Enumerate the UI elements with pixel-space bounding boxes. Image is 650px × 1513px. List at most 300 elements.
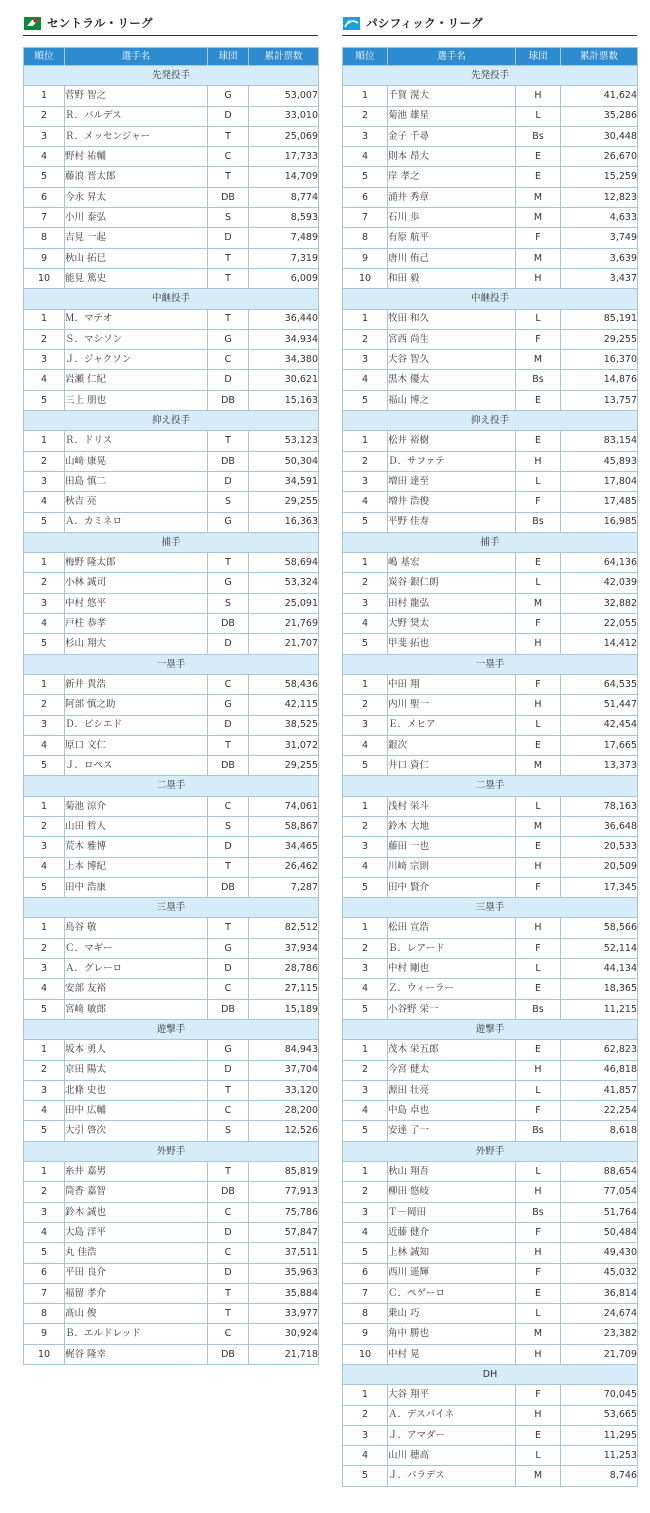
player-name-cell: 源田 壮亮 — [388, 1080, 516, 1100]
table-row — [24, 695, 319, 715]
rank-cell: 3 — [24, 1080, 65, 1100]
table-row — [24, 593, 319, 613]
table-row — [343, 1304, 638, 1324]
rank-cell: 1 — [24, 553, 65, 573]
player-name-cell: 大野 奨太 — [388, 614, 516, 634]
team-cell: G — [208, 573, 249, 593]
team-cell: S — [208, 1121, 249, 1141]
votes-cell: 77,913 — [249, 1182, 319, 1202]
table-row — [24, 451, 319, 471]
player-name-cell: 今宮 健太 — [388, 1060, 516, 1080]
table-row — [343, 837, 638, 857]
table-row — [343, 553, 638, 573]
table-row — [343, 695, 638, 715]
player-name-cell: 藤浪 晋太郎 — [65, 167, 208, 187]
votes-cell: 15,163 — [249, 390, 319, 410]
team-cell: D — [208, 1222, 249, 1242]
player-name-cell: 能見 篤史 — [65, 268, 208, 288]
votes-cell: 7,489 — [249, 228, 319, 248]
section-label: DH — [343, 1365, 638, 1385]
player-name-cell: 福山 博之 — [388, 390, 516, 410]
team-cell: E — [516, 167, 561, 187]
team-cell: H — [516, 918, 561, 938]
votes-cell: 12,526 — [249, 1121, 319, 1141]
votes-cell: 15,259 — [561, 167, 638, 187]
votes-cell: 23,382 — [561, 1324, 638, 1344]
table-row — [343, 999, 638, 1019]
table-row — [24, 208, 319, 228]
rank-cell: 2 — [24, 1060, 65, 1080]
votes-cell: 16,370 — [561, 350, 638, 370]
rank-cell: 4 — [24, 857, 65, 877]
votes-cell: 57,847 — [249, 1222, 319, 1242]
team-cell: S — [208, 208, 249, 228]
table-row — [343, 573, 638, 593]
player-name-cell: 杉山 翔大 — [65, 634, 208, 654]
table-row — [24, 816, 319, 836]
player-name-cell: 有原 航平 — [388, 228, 516, 248]
table-row — [343, 715, 638, 735]
rank-cell: 6 — [24, 1263, 65, 1283]
table-row — [24, 938, 319, 958]
rank-cell: 5 — [343, 1466, 388, 1486]
votes-cell: 30,448 — [561, 126, 638, 146]
player-name-cell: Ａ．カミネロ — [65, 512, 208, 532]
team-cell: L — [516, 573, 561, 593]
section-label: 三塁手 — [343, 898, 638, 918]
votes-cell: 42,454 — [561, 715, 638, 735]
team-cell: F — [516, 674, 561, 694]
player-name-cell: 大島 洋平 — [65, 1222, 208, 1242]
section-label: 捕手 — [24, 532, 319, 552]
votes-cell: 3,749 — [561, 228, 638, 248]
player-name-cell: 安部 友裕 — [65, 979, 208, 999]
section-header-row — [24, 411, 319, 431]
votes-cell: 88,654 — [561, 1162, 638, 1182]
table-row — [343, 1121, 638, 1141]
player-name-cell: 田中 浩康 — [65, 877, 208, 897]
votes-cell: 8,618 — [561, 1121, 638, 1141]
player-name-cell: 梅野 隆太郎 — [65, 553, 208, 573]
team-cell: E — [516, 735, 561, 755]
votes-cell: 20,509 — [561, 857, 638, 877]
rank-cell: 5 — [24, 167, 65, 187]
player-name-cell: 増田 達至 — [388, 471, 516, 491]
column-header-votes: 累計票数 — [249, 48, 319, 66]
section-label: 先発投手 — [24, 66, 319, 86]
section-header-row — [24, 66, 319, 86]
rank-cell: 9 — [24, 248, 65, 268]
player-name-cell: 北條 史也 — [65, 1080, 208, 1100]
rank-cell: 3 — [24, 350, 65, 370]
team-cell: C — [208, 1324, 249, 1344]
player-name-cell: Ｚ．ウィーラー — [388, 979, 516, 999]
table-row — [343, 1446, 638, 1466]
player-name-cell: 筒香 嘉智 — [65, 1182, 208, 1202]
team-cell: H — [516, 1344, 561, 1364]
player-name-cell: 銀次 — [388, 735, 516, 755]
team-cell: DB — [208, 614, 249, 634]
table-header-row — [343, 48, 638, 66]
rank-cell: 2 — [24, 1182, 65, 1202]
player-name-cell: 上本 博紀 — [65, 857, 208, 877]
table-row — [24, 979, 319, 999]
votes-cell: 29,255 — [249, 756, 319, 776]
team-cell: L — [516, 471, 561, 491]
player-name-cell: 牧田 和久 — [388, 309, 516, 329]
table-row — [24, 877, 319, 897]
table-row — [343, 1080, 638, 1100]
player-name-cell: 川﨑 宗則 — [388, 857, 516, 877]
votes-cell: 37,704 — [249, 1060, 319, 1080]
team-cell: G — [208, 1040, 249, 1060]
team-cell: DB — [208, 756, 249, 776]
votes-cell: 51,447 — [561, 695, 638, 715]
player-name-cell: 福留 孝介 — [65, 1283, 208, 1303]
table-row — [24, 167, 319, 187]
pacific-league-logo-icon — [343, 17, 360, 30]
section-label: 一塁手 — [343, 654, 638, 674]
votes-cell: 29,255 — [561, 329, 638, 349]
rank-cell: 1 — [343, 1385, 388, 1405]
team-cell: C — [208, 796, 249, 816]
team-cell: E — [516, 979, 561, 999]
rank-cell: 1 — [343, 86, 388, 106]
section-header-row — [24, 654, 319, 674]
player-name-cell: 小川 泰弘 — [65, 208, 208, 228]
votes-cell: 29,255 — [249, 492, 319, 512]
rank-cell: 2 — [24, 938, 65, 958]
team-cell: H — [516, 268, 561, 288]
rank-cell: 3 — [343, 837, 388, 857]
rank-cell: 7 — [24, 208, 65, 228]
votes-cell: 37,934 — [249, 938, 319, 958]
rank-cell: 2 — [343, 695, 388, 715]
votes-cell: 35,963 — [249, 1263, 319, 1283]
table-row — [343, 959, 638, 979]
table-row — [24, 1060, 319, 1080]
section-label: 遊撃手 — [343, 1019, 638, 1039]
player-name-cell: 阿部 慎之助 — [65, 695, 208, 715]
player-name-cell: 増井 浩俊 — [388, 492, 516, 512]
team-cell: Bs — [516, 999, 561, 1019]
rank-cell: 3 — [24, 593, 65, 613]
table-row — [24, 350, 319, 370]
team-cell: M — [516, 816, 561, 836]
team-cell: D — [208, 959, 249, 979]
league-title: セントラル・リーグ — [47, 16, 153, 30]
player-name-cell: 梶谷 隆幸 — [65, 1344, 208, 1364]
table-row — [343, 1222, 638, 1242]
rank-cell: 4 — [343, 1222, 388, 1242]
rank-cell: 3 — [24, 1202, 65, 1222]
team-cell: H — [516, 86, 561, 106]
team-cell: D — [208, 715, 249, 735]
player-name-cell: 和田 毅 — [388, 268, 516, 288]
team-cell: G — [208, 695, 249, 715]
team-cell: C — [208, 147, 249, 167]
column-header-rank: 順位 — [24, 48, 65, 66]
votes-cell: 28,200 — [249, 1101, 319, 1121]
votes-cell: 58,694 — [249, 553, 319, 573]
team-cell: F — [516, 614, 561, 634]
player-name-cell: 秋山 翔吾 — [388, 1162, 516, 1182]
player-name-cell: 秋山 拓巳 — [65, 248, 208, 268]
rank-cell: 2 — [24, 573, 65, 593]
rank-cell: 10 — [343, 1344, 388, 1364]
rank-cell: 4 — [24, 370, 65, 390]
team-cell: E — [516, 553, 561, 573]
table-row — [24, 1344, 319, 1364]
votes-cell: 31,072 — [249, 735, 319, 755]
team-cell: D — [208, 106, 249, 126]
player-name-cell: 原口 文仁 — [65, 735, 208, 755]
table-row — [343, 614, 638, 634]
table-row — [343, 1466, 638, 1486]
team-cell: C — [208, 1101, 249, 1121]
team-cell: T — [208, 553, 249, 573]
table-row — [24, 1243, 319, 1263]
player-name-cell: 鈴木 大地 — [388, 816, 516, 836]
team-cell: E — [516, 147, 561, 167]
table-row — [343, 1405, 638, 1425]
player-name-cell: 金子 千尋 — [388, 126, 516, 146]
votes-cell: 7,287 — [249, 877, 319, 897]
votes-cell: 77,054 — [561, 1182, 638, 1202]
player-name-cell: Ｒ．ドリス — [65, 431, 208, 451]
votes-cell: 8,593 — [249, 208, 319, 228]
player-name-cell: 茂木 栄五郎 — [388, 1040, 516, 1060]
votes-cell: 14,876 — [561, 370, 638, 390]
votes-cell: 4,633 — [561, 208, 638, 228]
table-row — [343, 1344, 638, 1364]
player-name-cell: Ｒ．メッセンジャー — [65, 126, 208, 146]
votes-cell: 13,373 — [561, 756, 638, 776]
team-cell: Bs — [516, 126, 561, 146]
team-cell: M — [516, 187, 561, 207]
team-cell: M — [516, 593, 561, 613]
section-header-row — [343, 411, 638, 431]
table-row — [24, 573, 319, 593]
rank-cell: 4 — [343, 1101, 388, 1121]
votes-cell: 34,380 — [249, 350, 319, 370]
table-row — [24, 329, 319, 349]
player-name-cell: 浅村 栄斗 — [388, 796, 516, 816]
rank-cell: 4 — [343, 1446, 388, 1466]
player-name-cell: 柳田 悠岐 — [388, 1182, 516, 1202]
rank-cell: 1 — [24, 86, 65, 106]
team-cell: M — [516, 248, 561, 268]
table-row — [24, 1304, 319, 1324]
team-cell: S — [208, 816, 249, 836]
votes-cell: 45,893 — [561, 451, 638, 471]
player-name-cell: 新井 貴浩 — [65, 674, 208, 694]
table-row — [343, 1162, 638, 1182]
rank-cell: 5 — [343, 756, 388, 776]
player-name-cell: 小谷野 栄一 — [388, 999, 516, 1019]
table-row — [343, 329, 638, 349]
player-name-cell: 千賀 滉大 — [388, 86, 516, 106]
player-name-cell: Ａ．デスパイネ — [388, 1405, 516, 1425]
player-name-cell: 松田 宣浩 — [388, 918, 516, 938]
rank-cell: 7 — [343, 208, 388, 228]
votes-cell: 74,061 — [249, 796, 319, 816]
votes-cell: 64,535 — [561, 674, 638, 694]
rank-cell: 2 — [343, 573, 388, 593]
table-row — [343, 1263, 638, 1283]
section-header-row — [343, 776, 638, 796]
table-row — [343, 208, 638, 228]
team-cell: F — [516, 492, 561, 512]
rank-cell: 8 — [343, 228, 388, 248]
votes-cell: 51,764 — [561, 1202, 638, 1222]
team-cell: D — [208, 228, 249, 248]
votes-cell: 14,412 — [561, 634, 638, 654]
rank-cell: 2 — [343, 1405, 388, 1425]
rank-cell: 1 — [343, 1040, 388, 1060]
player-name-cell: Ｓ．マシソン — [65, 329, 208, 349]
rank-cell: 3 — [24, 126, 65, 146]
table-row — [24, 1222, 319, 1242]
table-row — [343, 309, 638, 329]
votes-cell: 24,674 — [561, 1304, 638, 1324]
team-cell: L — [516, 796, 561, 816]
votes-cell: 17,485 — [561, 492, 638, 512]
rank-cell: 3 — [24, 471, 65, 491]
team-cell: H — [516, 1405, 561, 1425]
votes-cell: 58,436 — [249, 674, 319, 694]
section-label: 中継投手 — [343, 289, 638, 309]
player-name-cell: 菅野 智之 — [65, 86, 208, 106]
votes-cell: 38,525 — [249, 715, 319, 735]
rank-cell: 7 — [343, 1283, 388, 1303]
column-header-votes: 累計票数 — [561, 48, 638, 66]
table-row — [343, 512, 638, 532]
team-cell: D — [208, 471, 249, 491]
player-name-cell: 甲斐 拓也 — [388, 634, 516, 654]
table-row — [343, 735, 638, 755]
rank-cell: 5 — [24, 1243, 65, 1263]
rank-cell: 3 — [343, 1080, 388, 1100]
team-cell: F — [516, 1222, 561, 1242]
player-name-cell: Ｂ．レアード — [388, 938, 516, 958]
table-row — [343, 674, 638, 694]
central-league-panel — [23, 13, 318, 1365]
team-cell: D — [208, 1060, 249, 1080]
votes-cell: 21,709 — [561, 1344, 638, 1364]
rank-cell: 6 — [343, 1263, 388, 1283]
rank-cell: 2 — [24, 816, 65, 836]
section-label: 二塁手 — [24, 776, 319, 796]
rank-cell: 4 — [24, 1222, 65, 1242]
votes-cell: 53,007 — [249, 86, 319, 106]
votes-cell: 13,757 — [561, 390, 638, 410]
team-cell: F — [516, 938, 561, 958]
section-label: 遊撃手 — [24, 1019, 319, 1039]
votes-cell: 7,319 — [249, 248, 319, 268]
team-cell: C — [208, 350, 249, 370]
rank-cell: 4 — [24, 614, 65, 634]
table-row — [24, 715, 319, 735]
table-row — [24, 837, 319, 857]
votes-cell: 16,985 — [561, 512, 638, 532]
rank-cell: 6 — [24, 187, 65, 207]
table-row — [24, 796, 319, 816]
table-row — [343, 979, 638, 999]
votes-cell: 30,621 — [249, 370, 319, 390]
team-cell: L — [516, 959, 561, 979]
table-row — [343, 228, 638, 248]
rank-cell: 1 — [343, 796, 388, 816]
team-cell: F — [516, 1385, 561, 1405]
player-name-cell: 菊池 涼介 — [65, 796, 208, 816]
team-cell: L — [516, 309, 561, 329]
team-cell: T — [208, 735, 249, 755]
rank-cell: 5 — [24, 1121, 65, 1141]
player-name-cell: 小林 誠司 — [65, 573, 208, 593]
votes-cell: 32,882 — [561, 593, 638, 613]
table-row — [24, 147, 319, 167]
table-row — [343, 248, 638, 268]
player-name-cell: Ｊ．ジャクソン — [65, 350, 208, 370]
table-row — [24, 959, 319, 979]
team-cell: C — [208, 1202, 249, 1222]
section-label: 外野手 — [24, 1141, 319, 1161]
table-row — [24, 248, 319, 268]
team-cell: M — [516, 350, 561, 370]
votes-cell: 22,254 — [561, 1101, 638, 1121]
section-header-row — [24, 532, 319, 552]
team-cell: G — [208, 329, 249, 349]
votes-cell: 21,718 — [249, 1344, 319, 1364]
rank-cell: 9 — [343, 248, 388, 268]
player-name-cell: 秋吉 亮 — [65, 492, 208, 512]
player-name-cell: 中村 悠平 — [65, 593, 208, 613]
player-name-cell: 西川 遥輝 — [388, 1263, 516, 1283]
rank-cell: 3 — [343, 593, 388, 613]
rank-cell: 10 — [24, 268, 65, 288]
player-name-cell: 田中 広輔 — [65, 1101, 208, 1121]
rank-cell: 2 — [24, 695, 65, 715]
table-row — [343, 1243, 638, 1263]
player-name-cell: 角中 勝也 — [388, 1324, 516, 1344]
player-name-cell: 野村 祐輔 — [65, 147, 208, 167]
rank-cell: 2 — [343, 938, 388, 958]
table-row — [343, 431, 638, 451]
votes-cell: 16,363 — [249, 512, 319, 532]
table-row — [343, 268, 638, 288]
rank-cell: 4 — [343, 857, 388, 877]
player-name-cell: Ｊ．アマダー — [388, 1425, 516, 1445]
player-name-cell: 糸井 嘉男 — [65, 1162, 208, 1182]
votes-cell: 45,032 — [561, 1263, 638, 1283]
team-cell: L — [516, 1162, 561, 1182]
team-cell: DB — [208, 999, 249, 1019]
rank-cell: 3 — [343, 1425, 388, 1445]
rank-cell: 10 — [24, 1344, 65, 1364]
team-cell: D — [208, 1263, 249, 1283]
player-name-cell: 平野 佳寿 — [388, 512, 516, 532]
votes-cell: 52,114 — [561, 938, 638, 958]
votes-cell: 15,189 — [249, 999, 319, 1019]
table-row — [24, 126, 319, 146]
table-row — [24, 471, 319, 491]
player-name-cell: 井口 資仁 — [388, 756, 516, 776]
player-name-cell: Ｊ．ロペス — [65, 756, 208, 776]
votes-cell: 3,437 — [561, 268, 638, 288]
section-header-row — [24, 1019, 319, 1039]
votes-cell: 17,804 — [561, 471, 638, 491]
